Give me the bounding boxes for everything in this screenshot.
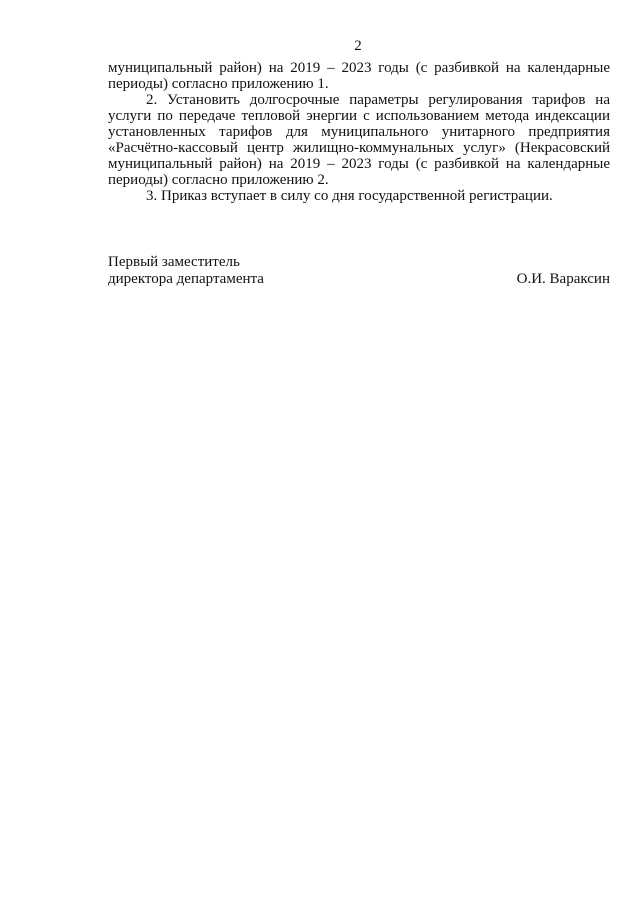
page-number: 2 <box>354 38 362 54</box>
signatory-name: О.И. Вараксин <box>516 271 610 287</box>
paragraph-item-2: 2. Установить долгосрочные параметры регулирования тарифов на услуги по передаче тепловой энергии с использованием метода индексации установленных тарифов для муниципального унитарного предприятия «Расчётно-кассовый центр жилищно-коммунальных услуг» (Некрасовский муниципальный район) на 2019 – 2023 годы (с разбивкой на календарные периоды) согласно приложению 2. <box>108 92 610 188</box>
document-body <box>108 60 610 204</box>
signature-block <box>108 254 610 288</box>
signature-row <box>108 271 610 288</box>
paragraph-continuation: муниципальный район) на 2019 – 2023 годы (с разбивкой на календарные периоды) согласно приложению 1. <box>108 60 610 92</box>
signatory-position-line2: директора департамента <box>108 271 264 287</box>
paragraph-item-3: 3. Приказ вступает в силу со дня государственной регистрации. <box>146 188 553 204</box>
signatory-position-line1: Первый заместитель <box>108 254 240 270</box>
